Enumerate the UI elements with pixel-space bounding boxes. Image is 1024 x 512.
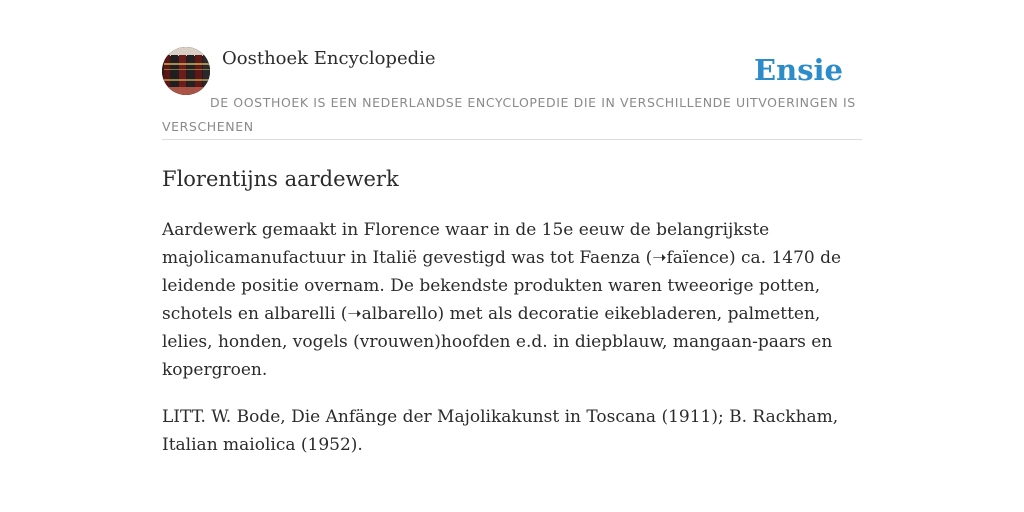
article-paragraph-definition: Aardewerk gemaakt in Florence waar in de 15e eeuw de belangrijkste majolicamanufactuur in Italië gevestigd was tot Faenza (➝faïence) ca. 1470 de leidende positie overnam. De bekendste produkten waren tweeorige potten, schotels en albarelli (➝albarello) met als decoratie eikebladeren, palmetten, lelies, honden, vogels (vrouwen)hoofden e.d. in diepblauw, mangaan-paars en kopergroen. [162, 220, 842, 380]
site-title[interactable]: Oosthoek Encyclopedie [222, 48, 436, 69]
article-title: Florentijns aardewerk [162, 167, 399, 191]
encyclopedia-books-avatar[interactable] [162, 47, 210, 95]
article-paragraph-literature: LITT. W. Bode, Die Anfänge der Majolikakunst in Toscana (1911); B. Rackham, Italian maiolica (1952). [162, 407, 839, 455]
book-spines-icon [162, 47, 210, 95]
site-header [162, 46, 862, 140]
ensie-logo[interactable]: Ensie [754, 53, 843, 87]
article [162, 160, 862, 459]
site-tagline: DE OOSTHOEK IS EEN NEDERLANDSE ENCYCLOPEDIE DIE IN VERSCHILLENDE UITVOERINGEN IS VERSCHENEN [162, 95, 856, 134]
